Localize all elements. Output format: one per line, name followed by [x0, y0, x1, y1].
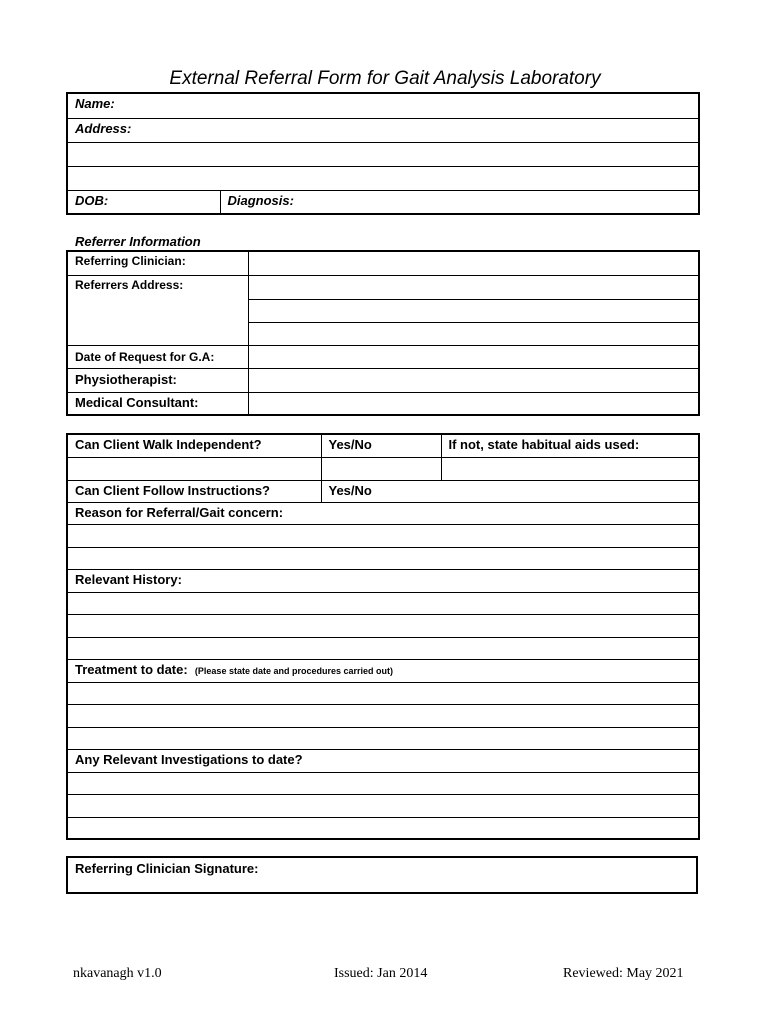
investigations-line-2[interactable]: [67, 772, 699, 794]
consultant-input[interactable]: [248, 392, 699, 415]
reason-line-2[interactable]: [67, 524, 699, 547]
referrers-address-line-1[interactable]: [248, 275, 699, 299]
walk-blank-cell: [67, 457, 321, 480]
patient-details-table: [66, 92, 700, 215]
address-line-3[interactable]: [67, 166, 699, 190]
follow-yesno-label: Yes/No: [328, 482, 372, 498]
physio-label: Physiotherapist:: [75, 371, 177, 387]
diagnosis-field[interactable]: [220, 190, 699, 214]
walk-answer-input[interactable]: [321, 457, 441, 480]
footer-reviewed: Reviewed: May 2021: [563, 966, 684, 981]
history-line-2[interactable]: [67, 592, 699, 614]
follow-yesno-field[interactable]: [321, 480, 699, 502]
footer-author: nkavanagh v1.0: [73, 966, 162, 981]
consultant-label-cell: [67, 392, 248, 415]
history-label: Relevant History:: [75, 571, 182, 587]
walk-yesno-label: Yes/No: [328, 437, 372, 452]
history-line-4[interactable]: [67, 637, 699, 659]
investigations-line-4[interactable]: [67, 817, 699, 839]
referrers-address-line-3[interactable]: [248, 322, 699, 345]
signature-label: Referring Clinician Signature:: [75, 861, 259, 876]
treatment-label-wrap: [75, 660, 698, 677]
name-field[interactable]: [67, 93, 699, 118]
footer-issued: Issued: Jan 2014: [334, 966, 428, 981]
form-title: External Referral Form for Gait Analysis Laboratory: [169, 68, 601, 89]
client-table: [66, 433, 700, 840]
referrer-table: [66, 250, 700, 416]
investigations-field[interactable]: [67, 749, 699, 772]
referrers-address-line-2[interactable]: [248, 299, 699, 322]
walk-question-label: Can Client Walk Independent?: [75, 437, 262, 452]
name-label: Name:: [75, 96, 115, 111]
physio-input[interactable]: [248, 368, 699, 392]
referring-clinician-input[interactable]: [248, 251, 699, 275]
treatment-label: Treatment to date:: [75, 661, 188, 677]
walk-question-cell: [67, 434, 321, 457]
referring-clinician-label-cell: [67, 251, 248, 275]
history-line-3[interactable]: [67, 614, 699, 637]
date-request-label: Date of Request for G.A:: [75, 349, 215, 364]
reason-field[interactable]: [67, 502, 699, 524]
treatment-line-2[interactable]: [67, 682, 699, 704]
physio-label-cell: [67, 368, 248, 392]
reason-line-3[interactable]: [67, 547, 699, 569]
treatment-line-4[interactable]: [67, 727, 699, 749]
signature-box[interactable]: [66, 856, 698, 894]
aids-label: If not, state habitual aids used:: [448, 437, 640, 452]
referring-clinician-label: Referring Clinician:: [75, 254, 186, 268]
referrer-heading: Referrer Information: [75, 234, 201, 249]
dob-field[interactable]: [67, 190, 220, 214]
diagnosis-label: Diagnosis:: [227, 192, 294, 208]
address-line-2[interactable]: [67, 142, 699, 166]
treatment-line-3[interactable]: [67, 704, 699, 727]
history-field[interactable]: [67, 569, 699, 592]
address-field[interactable]: [67, 118, 699, 142]
reason-label: Reason for Referral/Gait concern:: [75, 504, 284, 520]
date-request-label-cell: [67, 345, 248, 368]
follow-question-label: Can Client Follow Instructions?: [75, 482, 270, 498]
date-request-input[interactable]: [248, 345, 699, 368]
investigations-label: Any Relevant Investigations to date?: [75, 751, 303, 767]
referrers-address-label: Referrers Address:: [75, 277, 184, 292]
treatment-field[interactable]: [67, 659, 699, 682]
address-label: Address:: [75, 120, 132, 136]
investigations-line-3[interactable]: [67, 794, 699, 817]
aids-label-cell: [441, 434, 699, 457]
aids-input[interactable]: [441, 457, 699, 480]
walk-yesno-field[interactable]: [321, 434, 441, 457]
treatment-note: (Please state date and procedures carried out): [194, 665, 393, 676]
dob-label: DOB:: [75, 192, 109, 208]
consultant-label: Medical Consultant:: [75, 394, 199, 410]
referrers-address-label-cell: [67, 275, 248, 345]
follow-question-cell: [67, 480, 321, 502]
